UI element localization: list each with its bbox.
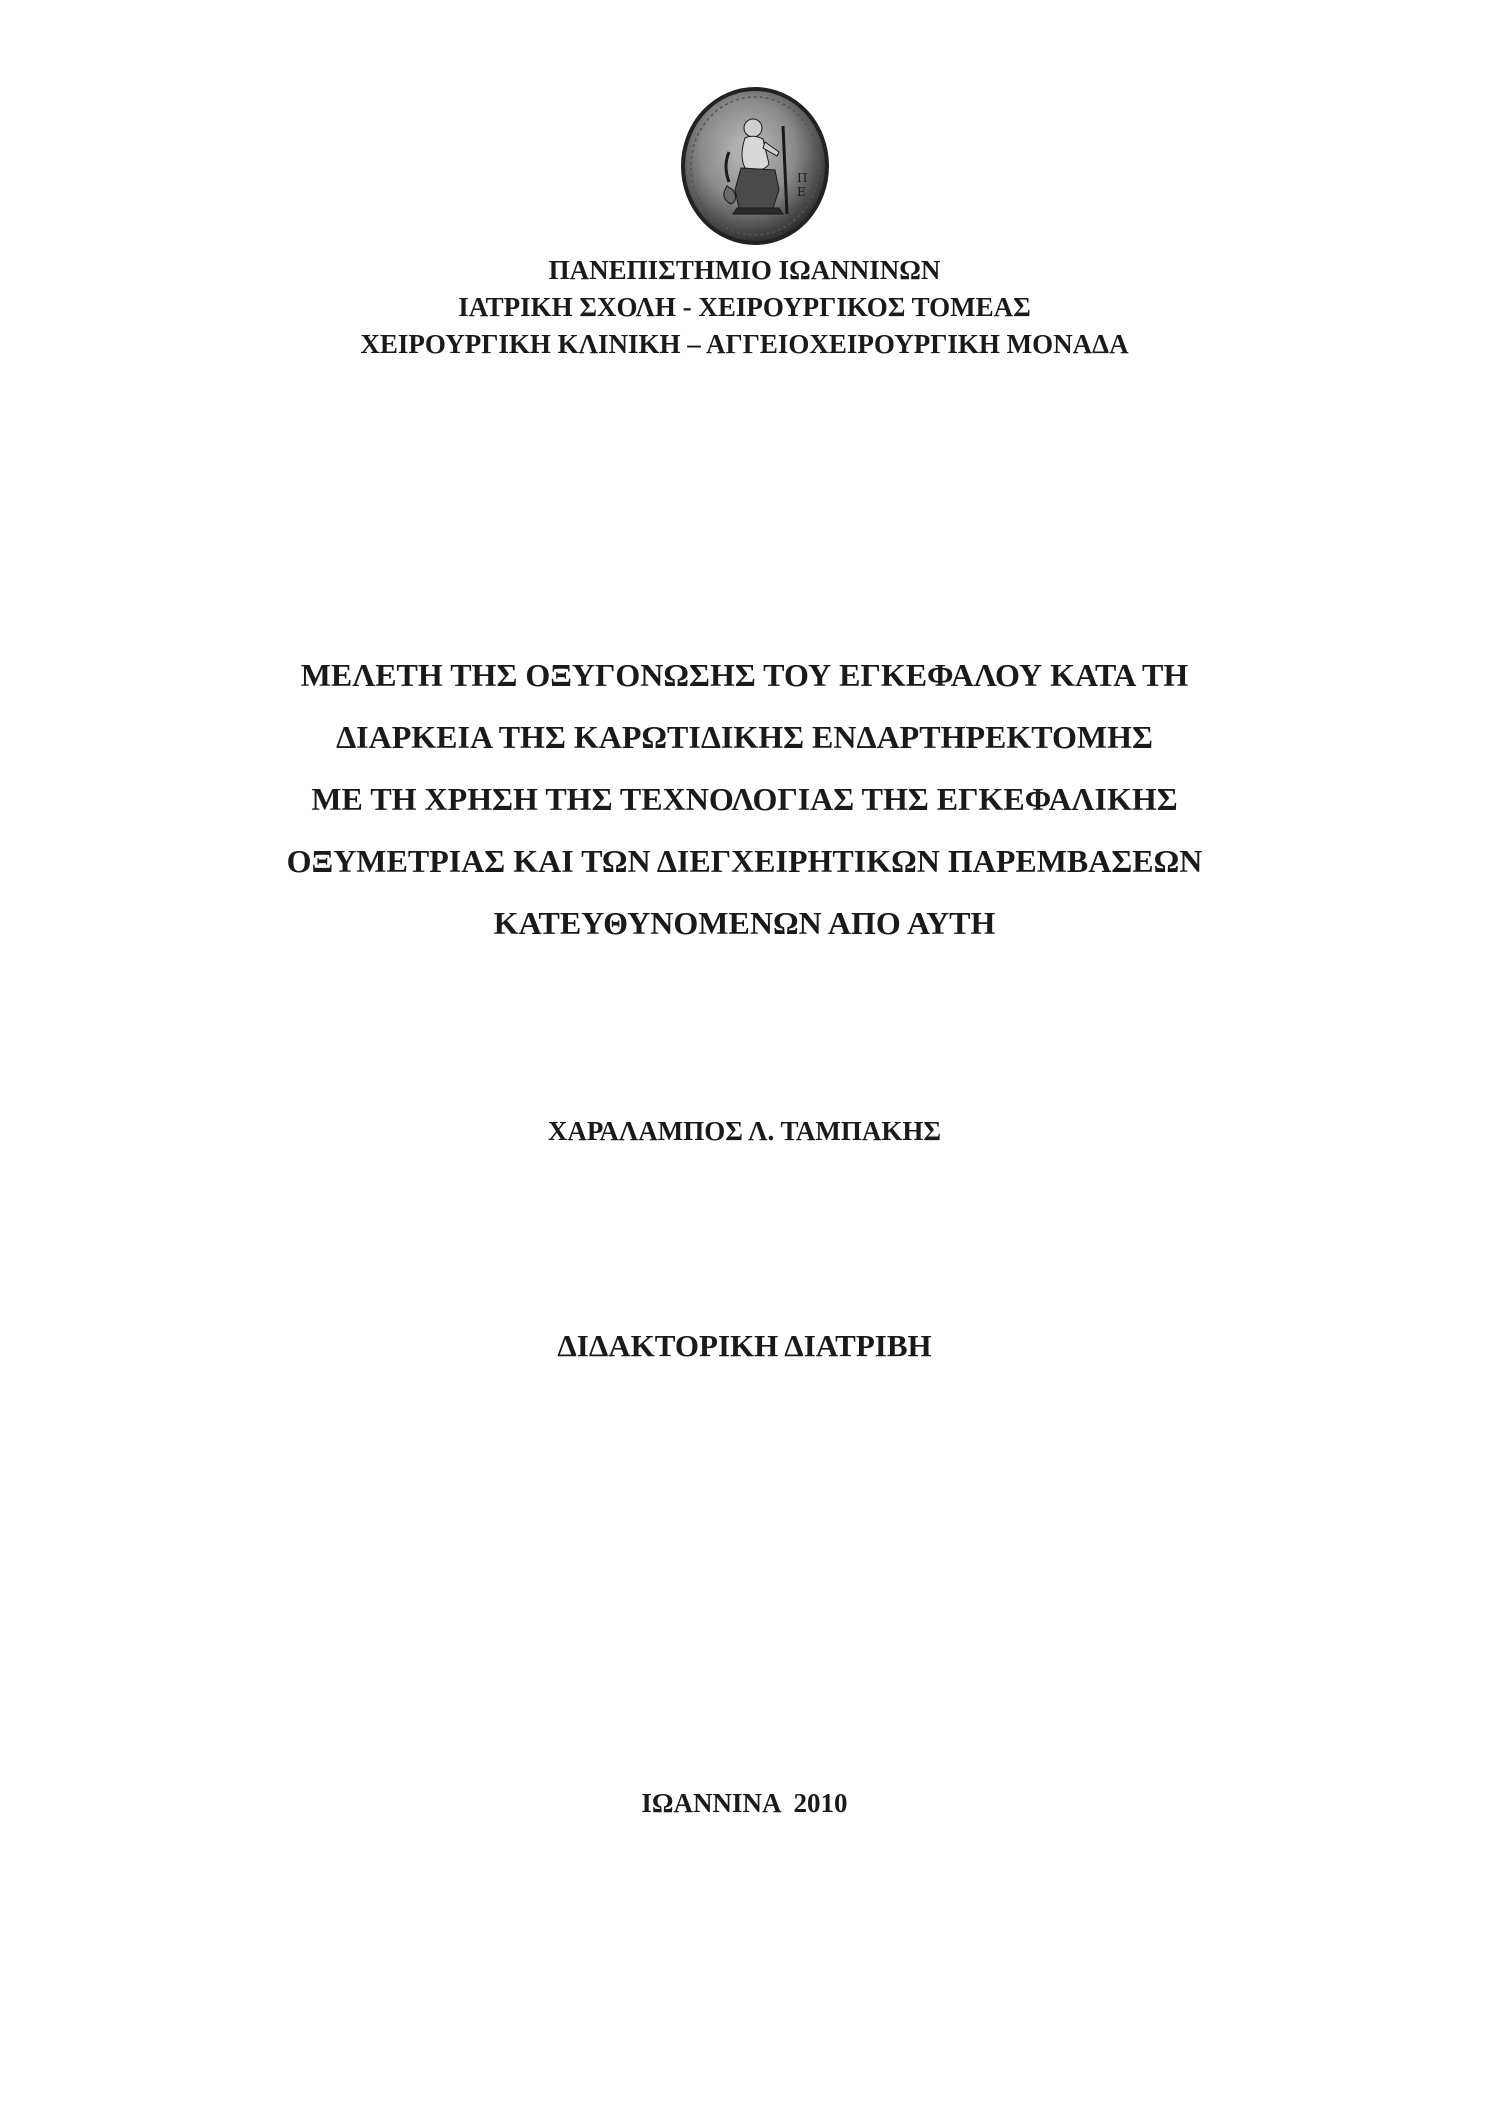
place-year: ΙΩΑΝΝΙΝΑ 2010	[641, 1788, 848, 1818]
author-name: ΧΑΡΑΛΑΜΠΟΣ Λ. ΤΑΜΠΑΚΗΣ	[547, 1116, 942, 1146]
svg-text:Ε: Ε	[797, 185, 806, 199]
thesis-title-line: ΔΙΑΡΚΕΙΑ ΤΗΣ ΚΑΡΩΤΙΔΙΚΗΣ ΕΝΔΑΡΤΗΡΕΚΤΟΜΗΣ	[336, 719, 1153, 755]
thesis-title-line: ΜΕΛΕΤΗ ΤΗΣ ΟΞΥΓΟΝΩΣΗΣ ΤΟΥ ΕΓΚΕΦΑΛΟΥ ΚΑΤΑ ΤΗ	[300, 657, 1189, 693]
university-name: ΠΑΝΕΠΙΣΤΗΜΙΟ ΙΩΑΝΝΙΝΩΝ	[548, 255, 941, 285]
thesis-title-line: ΚΑΤΕΥΘΥΝΟΜΕΝΩΝ ΑΠΟ ΑΥΤΗ	[493, 905, 996, 941]
document-type: ΔΙΔΑΚΤΟΡΙΚΗ ΔΙΑΤΡΙΒΗ	[557, 1328, 932, 1363]
svg-text:Π: Π	[797, 171, 808, 185]
university-seal-icon	[679, 86, 831, 246]
thesis-title-line: ΜΕ ΤΗ ΧΡΗΣΗ ΤΗΣ ΤΕΧΝΟΛΟΓΙΑΣ ΤΗΣ ΕΓΚΕΦΑΛΙΚΗΣ	[311, 781, 1178, 817]
thesis-title-line: ΟΞΥΜΕΤΡΙΑΣ ΚΑΙ ΤΩΝ ΔΙΕΓΧΕΙΡΗΤΙΚΩΝ ΠΑΡΕΜΒΑΣΕΩΝ	[286, 843, 1203, 879]
school-department: ΙΑΤΡΙΚΗ ΣΧΟΛΗ - ΧΕΙΡΟΥΡΓΙΚΟΣ ΤΟΜΕΑΣ	[458, 292, 1031, 322]
clinic-unit: ΧΕΙΡΟΥΡΓΙΚΗ ΚΛΙΝΙΚΗ – ΑΓΓΕΙΟΧΕΙΡΟΥΡΓΙΚΗ ΜΟΝΑΔΑ	[360, 329, 1129, 359]
